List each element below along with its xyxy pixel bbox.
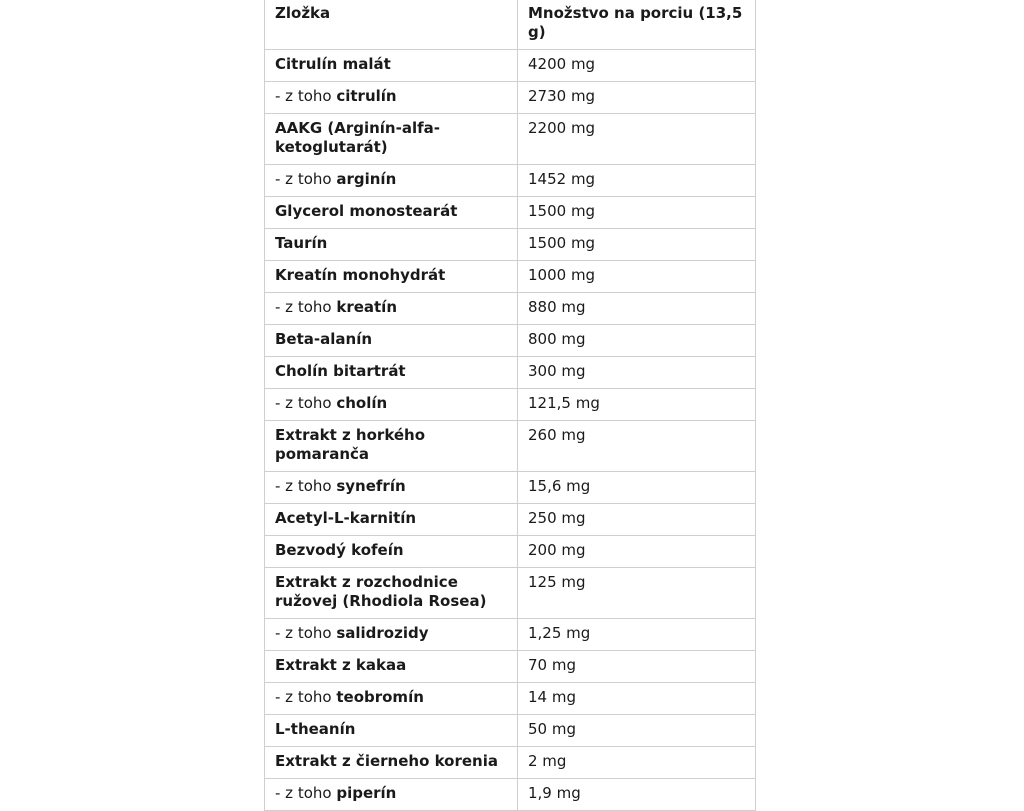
ingredient-name: Bezvodý kofeín <box>275 541 404 559</box>
amount-cell: 1500 mg <box>518 229 756 261</box>
ingredient-cell <box>265 651 518 683</box>
amount-cell: 4200 mg <box>518 50 756 82</box>
table-row <box>265 779 756 811</box>
ingredient-name: piperín <box>336 784 397 802</box>
ingredient-name: arginín <box>336 170 397 188</box>
ingredient-cell <box>265 715 518 747</box>
table-row <box>265 747 756 779</box>
amount-cell: 1000 mg <box>518 261 756 293</box>
amount-cell: 2 mg <box>518 747 756 779</box>
ingredient-name: Extrakt z horkého pomaranča <box>275 426 426 463</box>
ingredient-name: Acetyl-L-karnitín <box>275 509 417 527</box>
ingredient-cell <box>265 472 518 504</box>
table-row <box>265 651 756 683</box>
amount-cell: 2200 mg <box>518 114 756 165</box>
table-row <box>265 197 756 229</box>
ingredient-cell <box>265 683 518 715</box>
sub-prefix: - z toho <box>275 170 337 188</box>
table-row <box>265 536 756 568</box>
table-header-row <box>265 0 756 50</box>
ingredient-name: synefrín <box>336 477 406 495</box>
ingredient-cell <box>265 747 518 779</box>
table-row <box>265 472 756 504</box>
ingredient-name: Citrulín malát <box>275 55 391 73</box>
ingredient-cell <box>265 325 518 357</box>
ingredient-cell <box>265 389 518 421</box>
table-row <box>265 389 756 421</box>
table-row <box>265 293 756 325</box>
table-row <box>265 229 756 261</box>
ingredient-name: Extrakt z čierneho korenia <box>275 752 498 770</box>
ingredient-cell <box>265 504 518 536</box>
ingredient-cell <box>265 261 518 293</box>
table-row <box>265 165 756 197</box>
ingredient-cell <box>265 229 518 261</box>
table-row <box>265 619 756 651</box>
ingredient-name: Extrakt z rozchodnice ružovej (Rhodiola Rosea) <box>275 573 487 610</box>
ingredient-cell <box>265 536 518 568</box>
amount-cell: 300 mg <box>518 357 756 389</box>
amount-cell: 800 mg <box>518 325 756 357</box>
ingredient-name: Taurín <box>275 234 328 252</box>
amount-cell: 50 mg <box>518 715 756 747</box>
amount-cell: 250 mg <box>518 504 756 536</box>
amount-cell: 15,6 mg <box>518 472 756 504</box>
amount-cell: 121,5 mg <box>518 389 756 421</box>
table-row <box>265 114 756 165</box>
ingredient-name: Glycerol monostearát <box>275 202 458 220</box>
ingredient-cell <box>265 619 518 651</box>
ingredient-name: kreatín <box>336 298 398 316</box>
sub-prefix: - z toho <box>275 298 337 316</box>
header-ingredient: Zložka <box>265 0 518 50</box>
ingredient-name: teobromín <box>336 688 424 706</box>
amount-cell: 1452 mg <box>518 165 756 197</box>
amount-cell: 70 mg <box>518 651 756 683</box>
ingredient-cell <box>265 165 518 197</box>
ingredient-name: citrulín <box>336 87 397 105</box>
amount-cell: 2730 mg <box>518 82 756 114</box>
sub-prefix: - z toho <box>275 624 337 642</box>
amount-cell: 1,9 mg <box>518 779 756 811</box>
ingredient-name: L-theanín <box>275 720 356 738</box>
amount-cell: 880 mg <box>518 293 756 325</box>
table-row <box>265 715 756 747</box>
header-amount: Množstvo na porciu (13,5 g) <box>518 0 756 50</box>
amount-cell: 260 mg <box>518 421 756 472</box>
table-row <box>265 325 756 357</box>
ingredient-name: cholín <box>336 394 388 412</box>
table-row <box>265 421 756 472</box>
amount-cell: 14 mg <box>518 683 756 715</box>
ingredient-name: AAKG (Arginín-alfa-ketoglutarát) <box>275 119 440 156</box>
amount-cell: 1,25 mg <box>518 619 756 651</box>
ingredient-name: salidrozidy <box>336 624 429 642</box>
ingredient-cell <box>265 357 518 389</box>
ingredient-cell <box>265 568 518 619</box>
ingredient-name: Extrakt z kakaa <box>275 656 407 674</box>
sub-prefix: - z toho <box>275 688 337 706</box>
amount-cell: 125 mg <box>518 568 756 619</box>
table-row <box>265 357 756 389</box>
sub-prefix: - z toho <box>275 87 337 105</box>
ingredient-name: Kreatín monohydrát <box>275 266 446 284</box>
ingredient-cell <box>265 779 518 811</box>
sub-prefix: - z toho <box>275 394 337 412</box>
table-row <box>265 504 756 536</box>
ingredient-cell <box>265 421 518 472</box>
table-row <box>265 82 756 114</box>
ingredients-table-container <box>264 0 755 811</box>
sub-prefix: - z toho <box>275 477 337 495</box>
ingredients-table <box>264 0 756 811</box>
ingredient-name: Beta-alanín <box>275 330 373 348</box>
ingredient-cell <box>265 50 518 82</box>
ingredient-cell <box>265 82 518 114</box>
table-row <box>265 261 756 293</box>
ingredient-cell <box>265 293 518 325</box>
ingredient-cell <box>265 197 518 229</box>
amount-cell: 200 mg <box>518 536 756 568</box>
table-row <box>265 683 756 715</box>
sub-prefix: - z toho <box>275 784 337 802</box>
ingredient-cell <box>265 114 518 165</box>
ingredient-name: Cholín bitartrát <box>275 362 406 380</box>
table-row <box>265 568 756 619</box>
table-row <box>265 50 756 82</box>
amount-cell: 1500 mg <box>518 197 756 229</box>
